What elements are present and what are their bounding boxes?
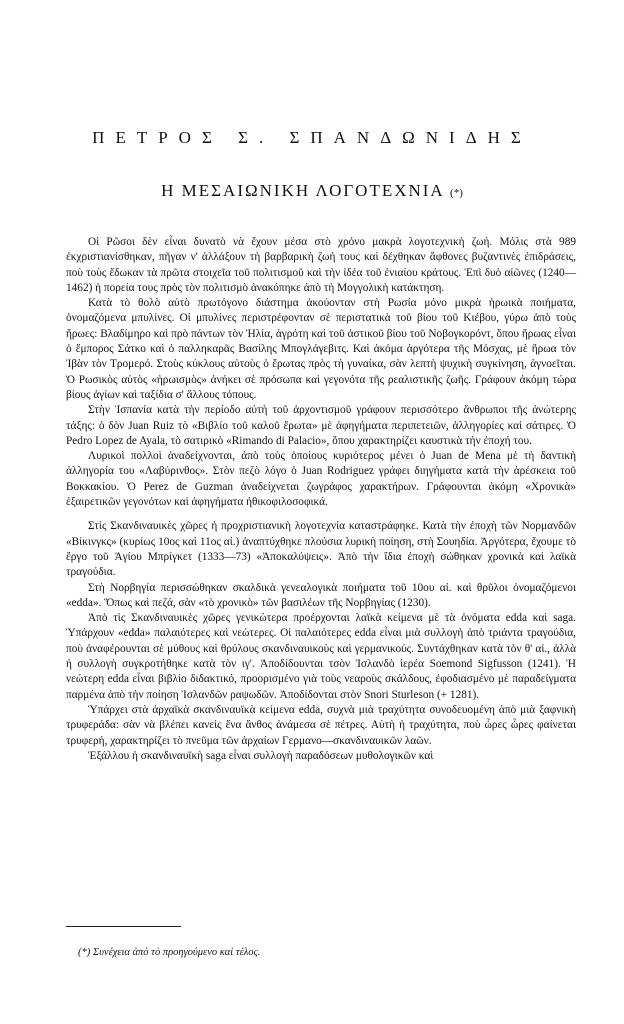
- article-title: [0, 181, 624, 201]
- article-body: [66, 235, 576, 764]
- paragraph-russia-intro: Οἱ Ρῶσοι δὲν εἶναι δυνατὸ νὰ ἔχουν μέσα στὸ χρόνο μακρὰ λογοτεχνικὴ ζωή. Μόλις στὰ 989 ἐκχριστιανίσθηκαν, πῆγαν ν' ἀλλάξουν τὴ βαρβαρικὴ ζωή τους καὶ δέχθηκαν ἄφθονες βυζαντινὲς ἐπιδράσεις, ποὺ τοὺς ἔδωκαν τὰ πρῶτα στοιχεῖα τοῦ πολιτισμοῦ καὶ τὴν ἰδέα τοῦ ἑνιαίου κράτους. Ἐπὶ δυὸ αἰῶνες (1240—1462) ἡ πορεία τους πρὸς τὸν πολιτισμὸ ἀνακόπηκε ἀπὸ τὴ Μογγολικὴ κατάκτηση.: [66, 236, 576, 294]
- paragraph-edda-roughness: Ὑπάρχει στὰ ἀρχαϊκὰ σκανδιναυϊκὰ κείμενα edda, συχνὰ μιὰ τραχύτητα συνοδευομένη ἀπὸ μιὰ ξαφνικὴ τρυφεράδα: σὰν νὰ βλέπει κανεὶς ἕνα ἄνθος ἀνάμεσα σὲ πέτρες. Αὐτὴ ἡ τραχύτητα, ποὺ ὧρες ὧρες φαίνεται τρυφερή, χαρακτηρίζει τὸ πνεῦμα τῶν ἀρχαίων Γερμανο—σκανδιναυικῶν λαῶν.: [66, 703, 576, 747]
- title-footnote-mark: (*): [450, 187, 463, 199]
- paragraph-spain: Στὴν Ἱσπανία κατὰ τὴν περίοδο αὐτὴ τοῦ ἀρχοντισμοῦ γράφουν περισσότερο ἄνθρωποι τῆς ἀνώτερης τάξης: ὁ δὸν Juan Ruiz τὸ «Βιβλίο τοῦ καλοῦ ἔρωτα» μὲ ἀφηγήματα περιπετειῶν, ἀλληγορίες καὶ σάτιρες. Ὁ Pedro Lopez de Ayala, τὸ σατιρικὸ «Rimando di Palacio», ὅπου χαρακτηρίζει καυστικὰ τὴν ἐποχή του.: [66, 404, 576, 447]
- title-text: Η ΜΕΣΑΙΩΝΙΚΗ ΛΟΓΟΤΕΧΝΙΑ: [161, 181, 444, 200]
- paragraph-saga: Ἐξάλλου ἡ σκανδιναυϊκὴ saga εἶναι συλλογὴ παραδόσεων μυθολογικῶν καὶ: [88, 749, 434, 762]
- paragraph-bylines: Κατὰ τὸ θολὸ αὐτὸ πρωτόγονο διάστημα ἀκούονταν στὴ Ρωσία μόνο μικρὰ ἡρωικὰ ποιήματα, ὀνομαζόμενα μπυλίνες. Οἱ μπυλίνες περιστρέφονταν σὲ περιστατικὰ τοῦ βίου τοῦ Κιέβου, γύρω ἀπὸ τοὺς ἥρωες: Βλαδίμηρο καὶ πρὸ πάντων τὸν Ἠλία, ἀγρότη καὶ τοῦ ἀστικοῦ βίου τοῦ Νοβογκορόντ, ὅπου ἥρωας εἶναι ὁ ἔμπορος Σάτκο καὶ ὁ παλληκαρᾶς Βασίλης Μπογλάγεβιτς. Καὶ ἀκόμα ἀργότερα τῆς Μόσχας, μὲ ἥρωα τὸν Ἰβὰν τὸν Τρομερό. Στοὺς κύκλους αὐτοὺς ὁ ἔρωτας πρὸς τὴ γυναίκα, σὰν λεπτὴ ψυχικὴ συγκίνηση, ἀγνοεῖται. Ὁ Ρωσικὸς αὐτὸς «ἡρωισμὸς» ἀνήκει σὲ πρόσωπα καὶ γεγονότα τῆς ρεαλιστικῆς ζωῆς. Γράφουν ἀκόμη τώρα βίους ἁγίων καὶ ταξίδια σ' ἄλλους τόπους.: [66, 297, 576, 401]
- paragraph-edda: Ἀπὸ τὶς Σκανδιναυικὲς χῶρες γενικώτερα προέρχονται λαϊκὰ κείμενα μὲ τὰ ὀνόματα edda καὶ saga. Ὑπάρχουν «edda» παλαιότερες καὶ νεώτερες. Οἱ παλαιότερες edda εἶναι μιὰ συλλογὴ ἀπὸ τριάντα τραγούδια, ποὺ ἀναφέρουνται σὲ μύθους καὶ θρύλους σκανδιναυικοὺς καὶ γερμανικούς. Συντάχθηκαν κατὰ τὸν θ' αἰ., ἀλλὰ ἡ συλλογὴ συγκροτήθηκε κατὰ τὸν ιγ'. Ἀποδίδουνται τσὸν Ἰσλανδὸ ἱερέα Soemond Sigfusson (1241). Ἡ νεώτερη edda εἶναι βιβλίο διδακτικό, προορισμένο γιὰ τοὺς νεαροὺς σκάλδους, ἐφοδιασμένο μὲ παραδείγματα παρμένα ἀπὸ τὴν ποίηση Ἰσλανδῶν ραψωδῶν. Ἀποδίδονται στὸν Snori Sturleson (+ 1281).: [66, 612, 576, 701]
- author-name: ΠΕΤΡΟΣ Σ. ΣΠΑΝΔΩΝΙΔΗΣ: [92, 128, 532, 147]
- footnote-divider: [66, 926, 181, 927]
- paragraph-scandinavia: Στὶς Σκανδιναυικὲς χῶρες ἡ προχριστιανικὴ λογοτεχνία καταστράφηκε. Κατὰ τὴν ἐποχὴ τῶν Νορμανδῶν «Βίκινγκς» (κυρίως 10ος καὶ 11ος αἰ.) ἀναπτύχθηκε πλούσια λυρικὴ ποίηση, στὴ Σουηδία. Ἀργότερα, ἔχουμε τὸ ἔργο τοῦ Ἁγίου Μπρίγκετ (1333—73) «Ἀποκαλύψεις». Ἀπὸ τὴν ἴδια ἐποχὴ σώθηκαν χρονικὰ καὶ λαϊκὰ τραγούδια.: [66, 520, 576, 579]
- footnote: (*) Συνέχεια ἀπὸ τὸ προηγούμενο καὶ τέλος.: [78, 947, 261, 958]
- paragraph-spain-lyric: Λυρικοὶ πολλοὶ ἀναδείχνονται, ἀπὸ τοὺς ὁποίους κυριότερος μένει ὁ Juan de Mena μὲ τὴ δαντικὴ ἀλληγορία του «Λαβύρινθος». Στὸν πεζὸ λόγο ὁ Juan Rodriguez γράφει διηγήματα κατὰ τὴν ἀρέσκεια τοῦ Βοκκακίου. Ὁ Perez de Guzman ἀναδείχνεται ζωγράφος χαρακτήρων. Γράφουνται ἀκόμη «Χρονικὰ» ἐξαιρετικῶν γεγονότων καὶ ἀφηγήματα ἠθικοφιλοσοφικά.: [66, 450, 576, 509]
- paragraph-norway: Στὴ Νορβηγία περισσώθηκαν σκαλδικὰ γενεαλογικὰ ποιήματα τοῦ 10ου αἰ. καὶ θρῦλοι ὀνομαζόμενοι «edda». Ὅπως καὶ πεζά, σὰν «τὸ χρονικὸ» τῶν βασιλέων τῆς Νορβηγίας (1230).: [66, 581, 576, 609]
